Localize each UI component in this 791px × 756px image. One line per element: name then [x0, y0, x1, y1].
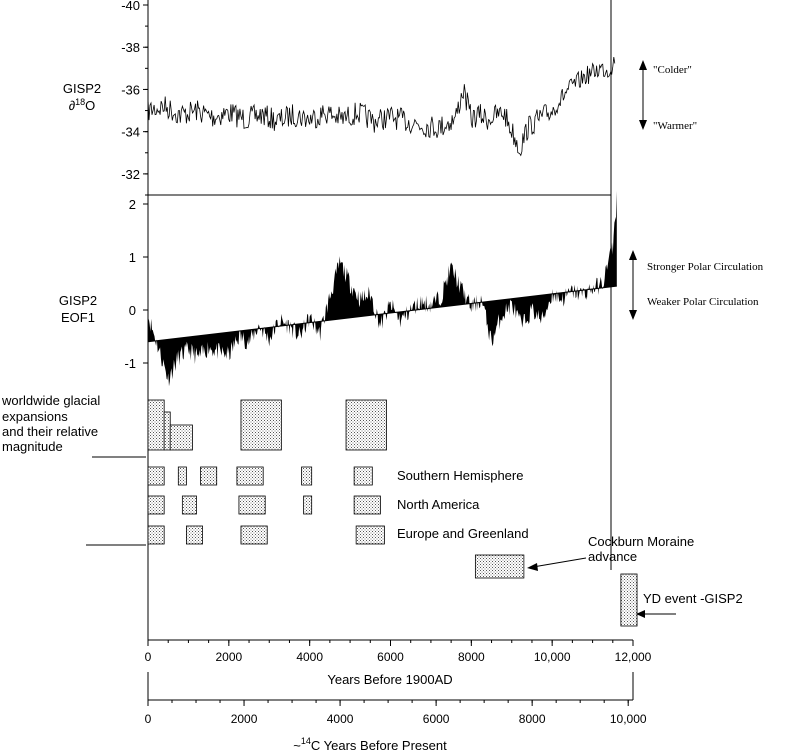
- stronger-label: Stronger Polar Circulation: [647, 261, 764, 273]
- southern-hemisphere-box: [201, 467, 217, 485]
- worldwide-glacial-box: [241, 400, 281, 450]
- x-top-tick-label: 0: [144, 650, 152, 664]
- europe-greenland-box: [148, 526, 164, 544]
- top-ytick-label: -40: [121, 0, 140, 13]
- mid-ytick-label: 0: [128, 303, 136, 318]
- x-axis-bottom-ticks: [145, 700, 647, 726]
- top-ylabel-main: ∂: [68, 98, 76, 113]
- cockburn-label-line2: advance: [588, 549, 638, 564]
- glacial-label-line1: worldwide glacial: [2, 393, 101, 408]
- warmer-arrowhead: [639, 120, 647, 130]
- yd-event-label: YD event -GISP2: [643, 591, 743, 606]
- north-america-box: [239, 496, 265, 514]
- mid-ytick-label: 1: [128, 250, 136, 265]
- worldwide-glacial-step: [170, 425, 192, 450]
- top-ylabel-end: O: [85, 98, 96, 113]
- north-america-box: [148, 496, 164, 514]
- colder-arrowhead: [639, 60, 647, 70]
- southern-hemisphere-box: [354, 467, 372, 485]
- mid-ylabel-line1: GISP2: [58, 293, 98, 308]
- southern-hemisphere-label: Southern Hemisphere: [397, 468, 524, 483]
- weaker-label: Weaker Polar Circulation: [647, 296, 759, 308]
- europe-greenland-label: Europe and Greenland: [397, 526, 529, 541]
- glacial-label-line4: magnitude: [2, 439, 63, 454]
- x-top-tick-label: 2000: [215, 650, 243, 664]
- europe-greenland-box: [186, 526, 202, 544]
- glacial-boxes: [148, 400, 637, 626]
- north-america-label: North America: [397, 497, 480, 512]
- top-ytick-label: -34: [121, 124, 140, 140]
- x-bottom-tick-label: 10,000: [609, 712, 647, 726]
- weaker-arrowhead: [629, 310, 637, 320]
- x-top-tick-label: 8000: [457, 650, 485, 664]
- x-bottom-tick-label: 6000: [422, 712, 450, 726]
- x-axis-top-ticks: [145, 640, 652, 664]
- eof1-trend-line: [148, 286, 617, 342]
- top-ytick-label: -32: [121, 166, 140, 182]
- mid-ytick-label: 2: [128, 197, 136, 212]
- top-ytick-label: -38: [121, 40, 140, 56]
- cockburn-arrowhead: [527, 563, 538, 571]
- north-america-box: [182, 496, 196, 514]
- southern-hemisphere-box: [302, 467, 312, 485]
- x-top-tick-label: 10,000: [533, 650, 571, 664]
- x-axis-bottom-sup: 14: [300, 736, 311, 746]
- europe-greenland-box: [356, 526, 384, 544]
- southern-hemisphere-box: [148, 467, 164, 485]
- x-axis-bottom-prefix: ~: [293, 738, 301, 753]
- top-ylabel-line1: GISP2: [62, 81, 102, 96]
- top-ytick-label: -36: [121, 82, 140, 98]
- x-top-tick-label: 4000: [296, 650, 324, 664]
- worldwide-glacial-box: [346, 400, 386, 450]
- x-bottom-tick-label: 4000: [326, 712, 354, 726]
- north-america-box: [304, 496, 312, 514]
- middle-y-axis: [124, 197, 148, 371]
- glacial-label-line3: and their relative: [2, 424, 99, 439]
- southern-hemisphere-box: [237, 467, 263, 485]
- mid-ytick-label: -1: [124, 356, 136, 371]
- colder-label: "Colder": [653, 64, 692, 76]
- d18o-series-line: [148, 57, 615, 155]
- cockburn-arrow: [533, 558, 586, 567]
- warmer-label: "Warmer": [653, 120, 698, 132]
- x-bottom-tick-label: 8000: [518, 712, 546, 726]
- x-top-tick-label: 6000: [377, 650, 404, 664]
- north-america-box: [354, 496, 380, 514]
- europe-greenland-box: [241, 526, 267, 544]
- x-bottom-tick-label: 2000: [230, 712, 258, 726]
- x-axis-top-label: Years Before 1900AD: [327, 672, 453, 687]
- yd-event-box: [621, 574, 637, 626]
- x-axis-bottom-main: C Years Before Present: [310, 738, 447, 753]
- top-ylabel-sup: 18: [75, 97, 86, 107]
- cockburn-moraine-box: [475, 555, 524, 578]
- worldwide-glacial-box: [148, 400, 164, 450]
- x-bottom-tick-label: 0: [144, 712, 152, 726]
- eof1-anomaly-fill: [148, 191, 617, 386]
- glacial-label-line2: expansions: [2, 409, 68, 424]
- x-axis-bottom-label: [293, 736, 447, 753]
- southern-hemisphere-box: [178, 467, 186, 485]
- stronger-arrowhead: [629, 250, 637, 260]
- top-y-axis: [121, 0, 148, 195]
- x-top-tick-label: 12,000: [614, 650, 652, 664]
- mid-ylabel-line2: EOF1: [61, 310, 95, 325]
- worldwide-glacial-step: [164, 412, 170, 450]
- top-ylabel-line2: [69, 97, 96, 113]
- cockburn-label-line1: Cockburn Moraine: [588, 534, 695, 549]
